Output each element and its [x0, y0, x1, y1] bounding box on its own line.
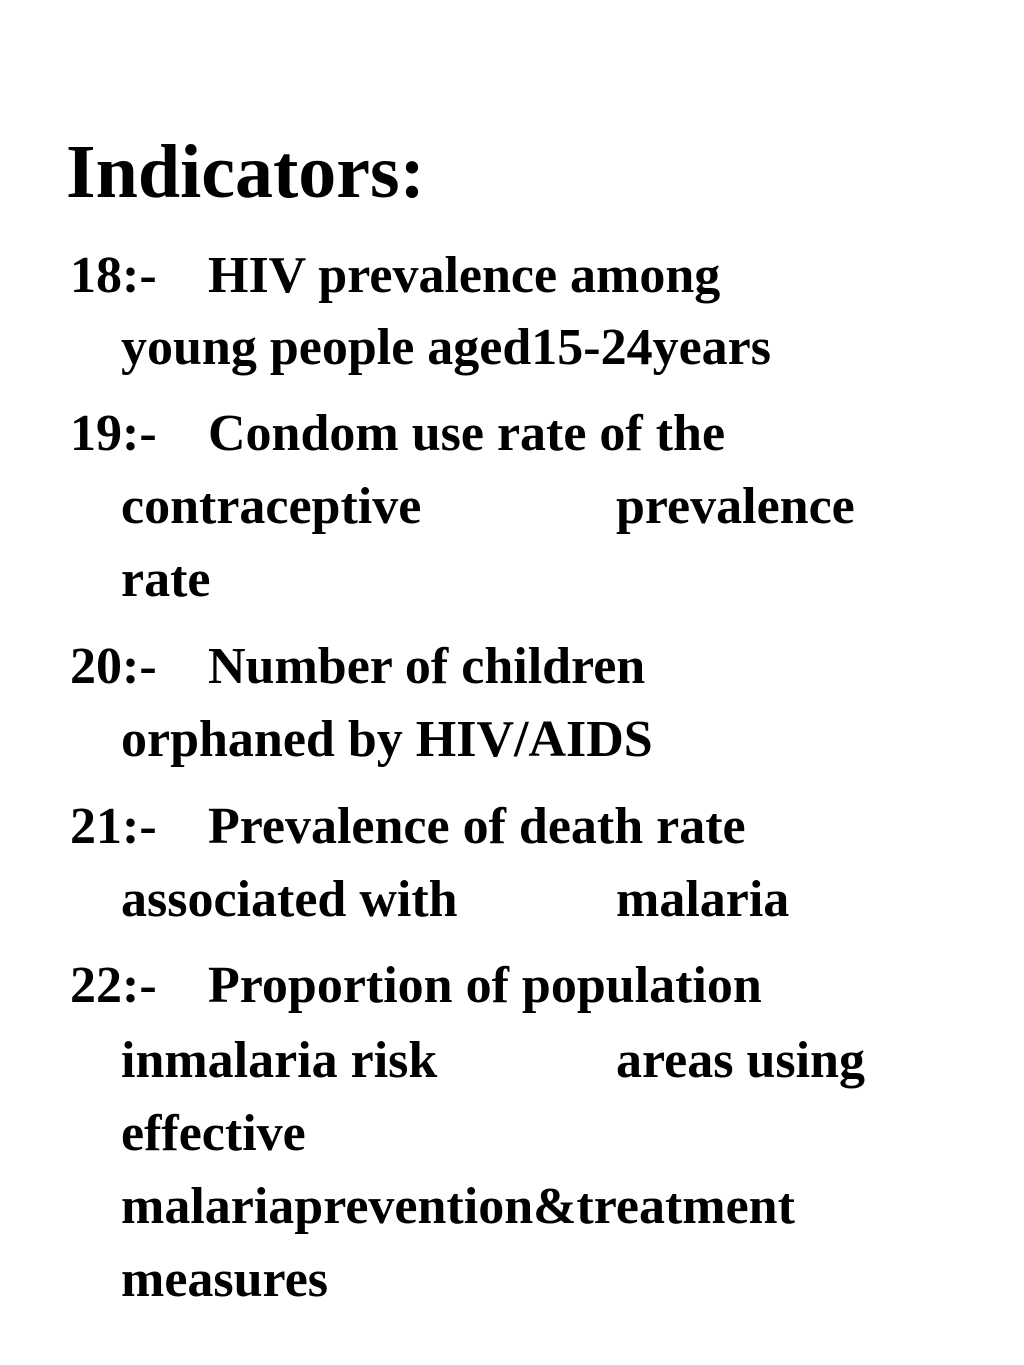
- item-number: 22:-: [70, 957, 157, 1014]
- item-text: HIV prevalence among: [208, 247, 721, 304]
- item-text: prevalence: [616, 478, 855, 535]
- item-text: areas using: [616, 1032, 865, 1089]
- item-text: Prevalence of death rate: [208, 798, 746, 855]
- item-number: 18:-: [70, 247, 157, 304]
- item-number: 21:-: [70, 798, 157, 855]
- item-text: Proportion of population: [208, 957, 762, 1014]
- item-text: Number of children: [208, 638, 646, 695]
- item-number: 20:-: [70, 638, 157, 695]
- item-text: malariaprevention&treatment: [121, 1178, 795, 1235]
- page-title: Indicators:: [66, 130, 425, 214]
- item-text: malaria: [616, 871, 790, 928]
- item-number: 19:-: [70, 405, 157, 462]
- item-text: Condom use rate of the: [208, 405, 726, 462]
- item-text: effective: [121, 1105, 306, 1162]
- item-text: young people aged15-24years: [121, 319, 771, 376]
- item-text: inmalaria risk: [121, 1032, 438, 1089]
- item-text: contraceptive: [121, 478, 422, 535]
- item-text: associated with: [121, 871, 458, 928]
- item-text: rate: [121, 551, 211, 608]
- item-text: orphaned by HIV/AIDS: [121, 711, 653, 768]
- item-text: measures: [121, 1251, 329, 1308]
